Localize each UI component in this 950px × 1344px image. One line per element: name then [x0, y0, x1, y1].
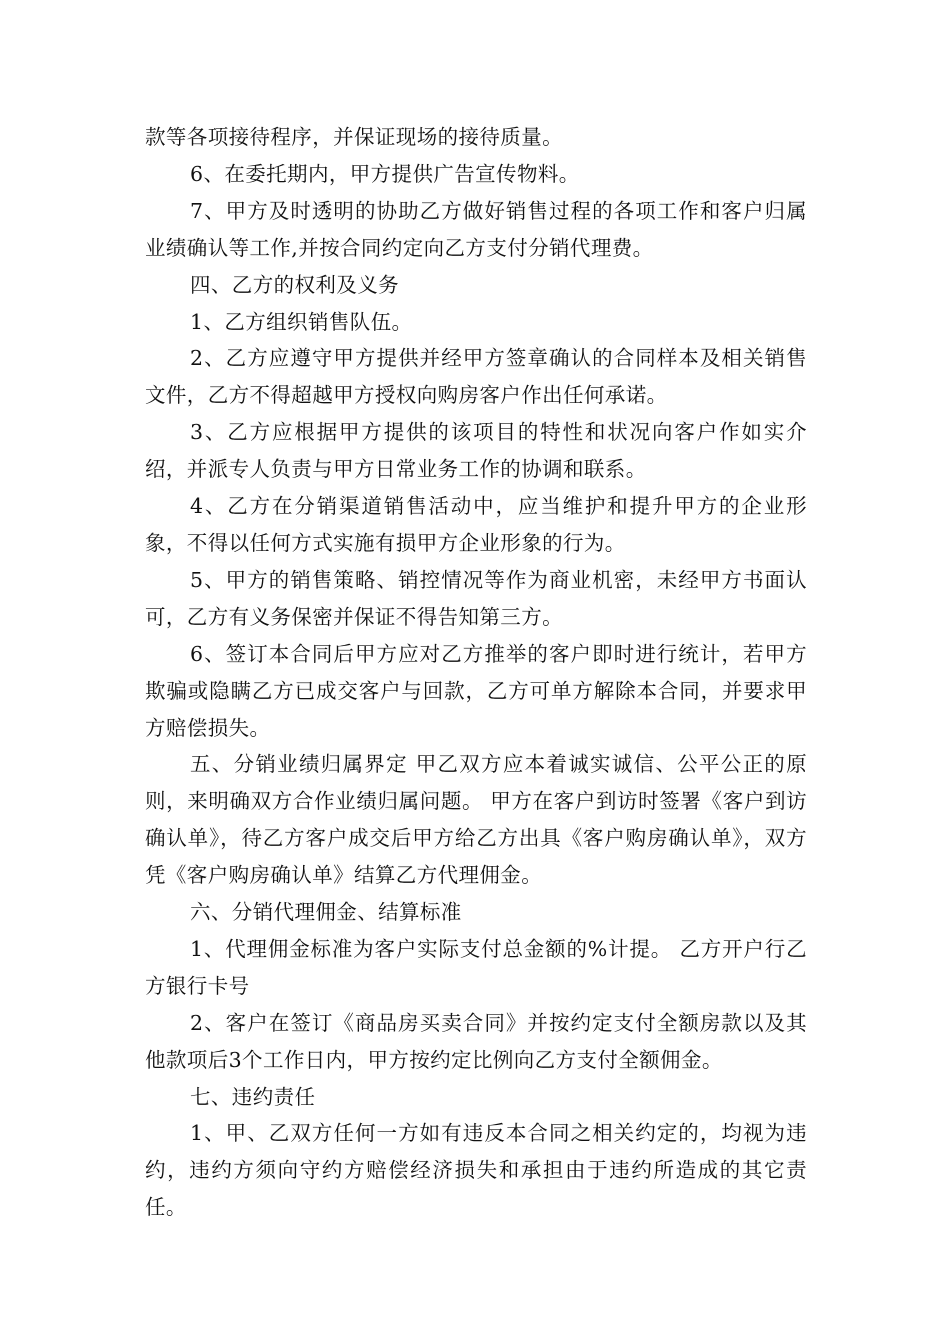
paragraph-8: 4、乙方在分销渠道销售活动中，应当维护和提升甲方的企业形象，不得以任何方式实施有损甲方企业形象的行为。: [145, 494, 807, 555]
paragraph-7: 3、乙方应根据甲方提供的该项目的特性和状况向客户作如实介绍，并派专人负责与甲方日常业务工作的协调和联系。: [145, 420, 807, 482]
paragraph-5: 1、乙方组织销售队伍。: [190, 309, 413, 334]
section-heading-6: 六、分销代理佣金、结算标准: [190, 900, 462, 925]
section-heading-4: 四、乙方的权利及义务: [190, 272, 399, 297]
paragraph-13: 1、代理佣金标准为客户实际支付总金额的%计提。 乙方开户行乙方银行卡号: [145, 936, 807, 998]
section-heading-7: 七、违约责任: [190, 1084, 316, 1109]
document-body: [145, 119, 807, 1226]
paragraph-16: 1、甲、乙双方任何一方如有违反本合同之相关约定的，均视为违约，违约方须向守约方赔偿经济损失和承担由于违约所造成的其它责任。: [145, 1121, 807, 1220]
paragraph-10: 6、签订本合同后甲方应对乙方推举的客户即时进行统计，若甲方欺骗或隐瞒乙方已成交客户与回款，乙方可单方解除本合同，并要求甲方赔偿损失。: [145, 641, 807, 740]
paragraph-14: 2、客户在签订《商品房买卖合同》并按约定支付全额房款以及其他款项后3个工作日内，甲方按约定比例向乙方支付全额佣金。: [145, 1010, 807, 1072]
paragraph-3: 7、甲方及时透明的协助乙方做好销售过程的各项工作和客户归属业绩确认等工作,并按合同约定向乙方支付分销代理费。: [145, 198, 807, 260]
paragraph-1: 款等各项接待程序，并保证现场的接待质量。: [145, 125, 563, 149]
paragraph-6: 2、乙方应遵守甲方提供并经甲方签章确认的合同样本及相关销售文件，乙方不得超越甲方授权向购房客户作出任何承诺。: [145, 346, 807, 408]
paragraph-2: 6、在委托期内，甲方提供广告宣传物料。: [190, 161, 580, 186]
paragraph-9: 5、甲方的销售策略、销控情况等作为商业机密，未经甲方书面认可，乙方有义务保密并保证不得告知第三方。: [145, 567, 807, 629]
section-heading-5: 五、分销业绩归属界定 甲乙双方应本着诚实诚信、公平公正的原则，来明确双方合作业绩归属问题。 甲方在客户到访时签署《客户到访确认单》，待乙方客户成交后甲方给乙方出具《客户购房确认单》，双方凭《客户购房确认单》结算乙方代理佣金。: [145, 752, 807, 888]
